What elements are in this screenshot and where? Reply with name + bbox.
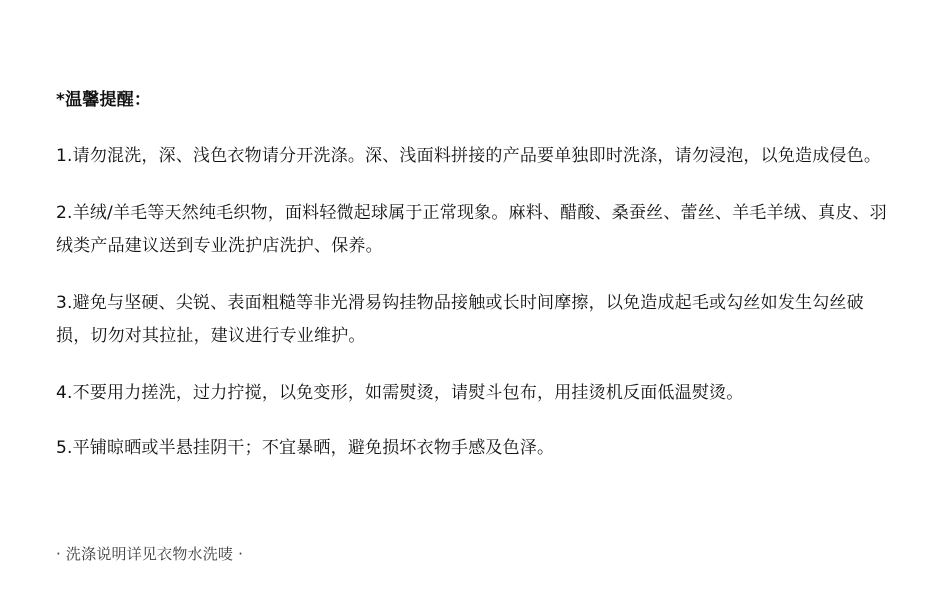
care-item-5: 5.平铺晾晒或半悬挂阴干；不宜暴晒，避免损坏衣物手感及色泽。 xyxy=(56,438,555,459)
care-item-2: 2.羊绒/羊毛等天然纯毛织物，面料轻微起球属于正常现象。麻料、醋酸、桑蚕丝、蕾丝、羊毛羊绒、真皮、羽绒类产品建议送到专业洗护店洗护、保养。 xyxy=(56,202,887,256)
page-title: *温馨提醒： xyxy=(56,90,152,110)
footer-note: · 洗涤说明详见衣物水洗唛 · xyxy=(56,545,244,563)
care-item-4: 4.不要用力搓洗，过力拧搅，以免变形，如需熨烫，请熨斗包布，用挂烫机反面低温熨烫。 xyxy=(56,383,744,404)
care-item-1: 1.请勿混洗，深、浅色衣物请分开洗涤。深、浅面料拼接的产品要单独即时洗涤，请勿浸泡，以免造成侵色。 xyxy=(56,145,882,166)
care-item-3: 3.避免与坚硬、尖锐、表面粗糙等非光滑易钩挂物品接触或长时间摩擦，以免造成起毛或勾丝如发生勾丝破损，切勿对其拉扯，建议进行专业维护。 xyxy=(56,292,864,347)
